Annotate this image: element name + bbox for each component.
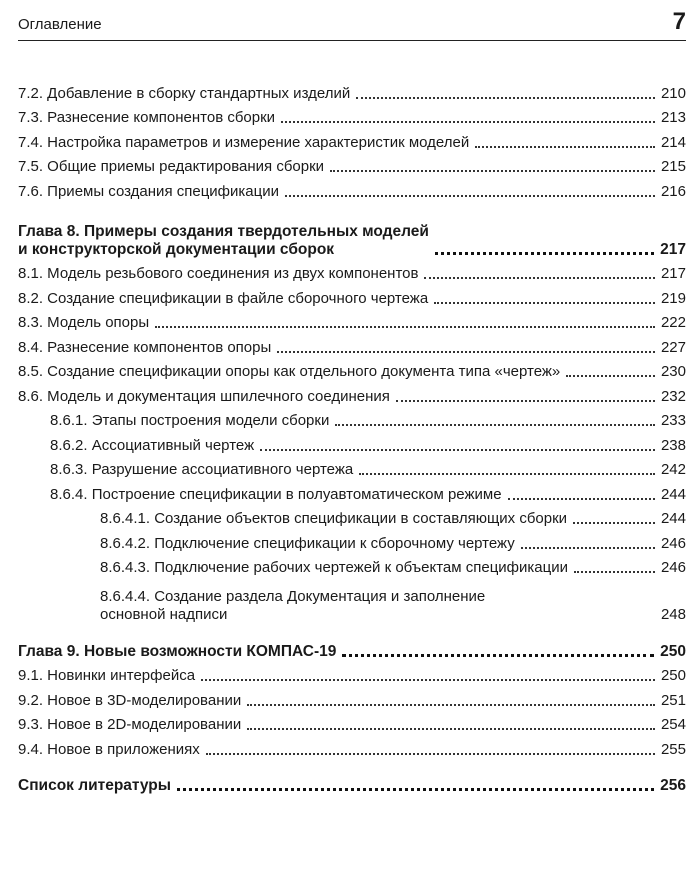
toc-entry-page: 219	[660, 289, 686, 307]
toc-entry-label-line2: основной надписи	[100, 606, 228, 623]
leader-dots	[285, 195, 655, 197]
leader-dots	[281, 121, 655, 123]
leader-dots	[206, 753, 655, 755]
leader-dots	[508, 498, 655, 500]
toc-entry-label: 8.6.4.2. Подключение спецификации к сборочному чертежу	[100, 534, 515, 552]
leader-dots	[201, 679, 655, 681]
toc-chapter-page: 217	[660, 240, 686, 258]
toc-entry-8-6-4[interactable]	[18, 479, 686, 504]
table-of-contents	[18, 78, 686, 795]
toc-entry-8-6-2[interactable]	[18, 430, 686, 455]
toc-bibliography[interactable]	[18, 771, 686, 796]
toc-entry-page: 254	[660, 716, 686, 733]
leader-dots	[342, 654, 654, 657]
toc-entry-9-4[interactable]	[18, 734, 686, 759]
toc-chapter-title-line1: Глава 8. Примеры создания твердотельных моделей	[18, 222, 429, 240]
leader-dots	[247, 704, 655, 706]
toc-entry-label: 8.1. Модель резьбового соединения из двух компонентов	[18, 265, 419, 282]
toc-entry-label: 8.4. Разнесение компонентов опоры	[18, 338, 272, 356]
toc-entry-page: 246	[660, 534, 686, 552]
toc-entry-7-3[interactable]	[18, 103, 686, 128]
toc-entry-label	[100, 588, 485, 624]
toc-entry-8-6-4-2[interactable]	[18, 528, 686, 553]
leader-dots	[434, 302, 655, 304]
leader-dots	[356, 97, 655, 99]
toc-entry-9-3[interactable]	[18, 710, 686, 735]
page-header	[18, 0, 686, 41]
leader-dots	[260, 449, 655, 451]
toc-entry-label: 8.6.4.1. Создание объектов спецификации в составляющих сборки	[100, 510, 568, 527]
toc-entry-page: 227	[660, 338, 686, 356]
toc-entry-8-6-1[interactable]	[18, 406, 686, 431]
toc-entry-8-5[interactable]	[18, 357, 686, 382]
toc-entry-8-4[interactable]	[18, 332, 686, 357]
toc-entry-9-1[interactable]	[18, 661, 686, 686]
leader-dots	[521, 547, 655, 549]
toc-entry-label: 7.5. Общие приемы редактирования сборки	[18, 158, 325, 175]
leader-dots	[177, 788, 654, 791]
toc-entry-page: 244	[660, 485, 686, 503]
toc-entry-8-6[interactable]	[18, 381, 686, 406]
toc-entry-label: 8.6.3. Разрушение ассоциативного чертежа	[50, 461, 354, 478]
toc-entry-8-6-4-3[interactable]	[18, 553, 686, 578]
toc-entry-page: 216	[660, 182, 686, 200]
toc-chapter-title-line2: и конструкторской документации сборок	[18, 240, 335, 258]
toc-entry-label: 8.2. Создание спецификации в файле сборочного чертежа	[18, 289, 429, 307]
toc-entry-label: 8.6. Модель и документация шпилечного соединения	[18, 387, 390, 405]
toc-entry-label: 8.6.1. Этапы построения модели сборки	[50, 412, 330, 429]
toc-entry-page: 232	[660, 387, 686, 405]
leader-dots	[277, 351, 655, 353]
toc-chapter-page: 256	[660, 777, 686, 794]
toc-entry-page: 242	[660, 461, 686, 478]
toc-entry-page: 214	[660, 133, 686, 151]
running-title: Оглавление	[18, 16, 102, 33]
toc-chapter-title: Список литературы	[18, 777, 172, 794]
toc-entry-label: 7.2. Добавление в сборку стандартных изделий	[18, 84, 351, 102]
toc-entry-page: 248	[660, 606, 686, 623]
toc-entry-9-2[interactable]	[18, 685, 686, 710]
leader-dots	[574, 571, 655, 573]
toc-entry-label: 7.3. Разнесение компонентов сборки	[18, 109, 276, 126]
leader-dots	[424, 277, 655, 279]
toc-chapter-title	[18, 223, 429, 259]
toc-entry-7-6[interactable]	[18, 176, 686, 201]
spacer	[18, 201, 686, 212]
spacer	[18, 759, 686, 771]
toc-chapter-title: Глава 9. Новые возможности КОМПАС-19	[18, 642, 337, 660]
toc-entry-8-2[interactable]	[18, 283, 686, 308]
toc-entry-label: 8.3. Модель опоры	[18, 314, 150, 331]
page-number: 7	[672, 8, 686, 35]
leader-dots	[155, 326, 655, 328]
toc-entry-label: 8.6.2. Ассоциативный чертеж	[50, 436, 255, 454]
toc-entry-page: 233	[660, 412, 686, 429]
leader-dots	[566, 375, 655, 377]
toc-entry-page: 238	[660, 436, 686, 454]
toc-entry-page: 251	[660, 691, 686, 709]
toc-entry-page: 210	[660, 84, 686, 102]
toc-entry-label: 7.4. Настройка параметров и измерение характеристик моделей	[18, 133, 470, 151]
toc-entry-label: 7.6. Приемы создания спецификации	[18, 182, 279, 200]
toc-entry-label: 9.3. Новое в 2D-моделировании	[18, 716, 242, 733]
toc-entry-8-6-4-4[interactable]	[18, 577, 686, 624]
toc-entry-7-4[interactable]	[18, 127, 686, 152]
leader-dots	[396, 400, 655, 402]
toc-entry-page: 250	[660, 667, 686, 684]
toc-entry-label-line1: 8.6.4.4. Создание раздела Документация и заполнение	[100, 588, 486, 605]
toc-entry-8-3[interactable]	[18, 308, 686, 333]
toc-chapter-9[interactable]	[18, 636, 686, 661]
leader-dots	[247, 728, 655, 730]
toc-chapter-8[interactable]	[18, 212, 686, 259]
spacer	[18, 624, 686, 636]
toc-entry-label: 9.4. Новое в приложениях	[18, 740, 200, 758]
leader-dots	[573, 522, 655, 524]
toc-entry-page: 244	[660, 510, 686, 527]
toc-entry-8-6-4-1[interactable]	[18, 504, 686, 529]
toc-entry-7-5[interactable]	[18, 152, 686, 177]
leader-dots	[435, 252, 654, 255]
toc-entry-page: 230	[660, 363, 686, 380]
toc-entry-label: 9.1. Новинки интерфейса	[18, 667, 196, 684]
leader-dots	[330, 170, 655, 172]
toc-entry-7-2[interactable]	[18, 78, 686, 103]
toc-entry-page: 255	[660, 740, 686, 758]
toc-entry-label: 9.2. Новое в 3D-моделировании	[18, 691, 242, 709]
toc-entry-label: 8.5. Создание спецификации опоры как отдельного документа типа «чертеж»	[18, 363, 561, 380]
toc-entry-label: 8.6.4. Построение спецификации в полуавтоматическом режиме	[50, 485, 502, 503]
leader-dots	[475, 146, 655, 148]
toc-entry-page: 215	[660, 158, 686, 175]
toc-entry-page: 213	[660, 109, 686, 126]
toc-entry-page: 246	[660, 559, 686, 576]
toc-entry-8-1[interactable]	[18, 259, 686, 284]
toc-entry-page: 222	[660, 314, 686, 331]
leader-dots	[359, 473, 655, 475]
leader-dots	[335, 424, 655, 426]
toc-entry-label: 8.6.4.3. Подключение рабочих чертежей к объектам спецификации	[100, 559, 568, 576]
toc-entry-page: 217	[660, 265, 686, 282]
toc-entry-8-6-3[interactable]	[18, 455, 686, 480]
toc-chapter-page: 250	[660, 642, 686, 660]
